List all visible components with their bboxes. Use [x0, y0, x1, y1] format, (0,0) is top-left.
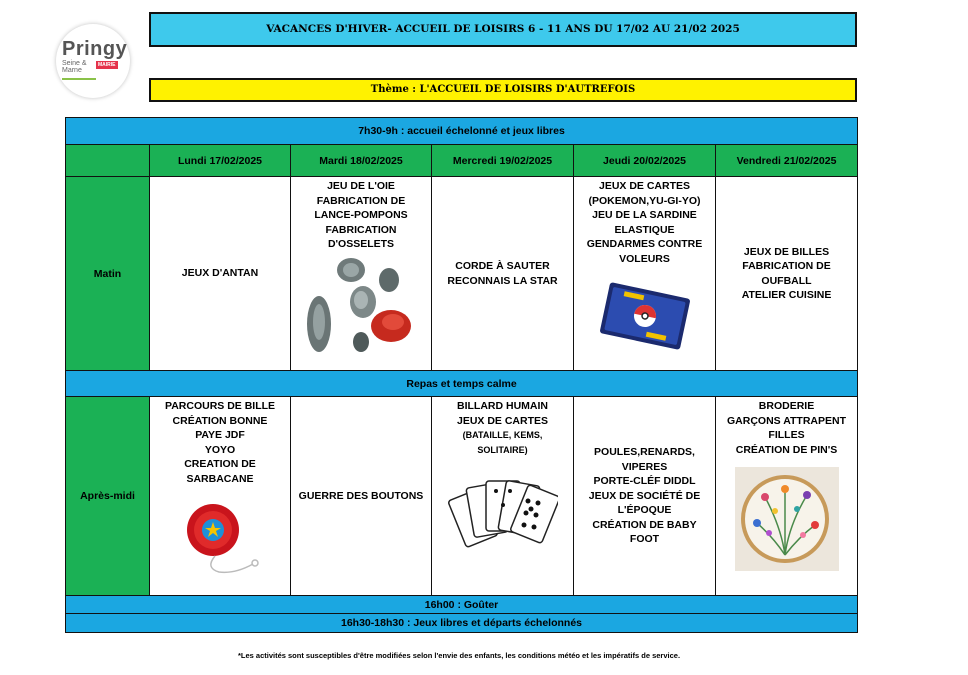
activity-line: VOLEURS: [619, 252, 670, 265]
activity-cell-thu-afternoon: [574, 397, 716, 596]
activity-line: JEU DE L'OIE: [327, 180, 395, 192]
day-header-tuesday: Mardi 18/02/2025: [291, 145, 432, 177]
activity-line: POULES,RENARDS,: [594, 446, 695, 459]
activity-line: ATELIER CUISINE: [741, 289, 832, 301]
activity-line: ELASTIQUE: [614, 223, 675, 236]
embroidery-image: [735, 467, 839, 571]
activity-cell-tue-morning: [291, 177, 432, 371]
footnote: *Les activités sont susceptibles d'être modifiées selon l'envie des enfants, les conditions météo et les impératifs de service.: [237, 651, 681, 660]
activity-line: (BATAILLE, KEMS,: [462, 430, 543, 440]
activity-line: JEUX DE BILLES: [743, 245, 830, 258]
slot-label-morning: Matin: [66, 177, 150, 371]
activity-line: (POKEMON,YU-GI-YO): [588, 194, 701, 207]
activity-line: JEUX D'ANTAN: [181, 267, 259, 280]
knucklebones-image: [301, 252, 421, 362]
day-header-friday: Vendredi 21/02/2025: [716, 145, 858, 177]
activity-cell-fri-morning: [716, 177, 858, 371]
activity-line: FABRICATION DE: [316, 194, 406, 207]
activity-cell-wed-afternoon: [432, 397, 574, 596]
activity-cell-mon-afternoon: [150, 397, 291, 596]
logo-badge: MAIRIE: [98, 62, 116, 68]
theme-banner: Thème : L'ACCUEIL DE LOISIRS D'AUTREFOIS: [149, 78, 857, 102]
lunch-band: Repas et temps calme: [66, 371, 858, 397]
activity-line: CRÉATION DE PIN'S: [735, 443, 838, 456]
activity-line: RECONNAIS LA STAR: [447, 274, 558, 287]
day-header-wednesday: Mercredi 19/02/2025: [432, 145, 574, 177]
activity-line: VIPERES: [621, 460, 668, 473]
activity-line: SOLITAIRE): [477, 444, 528, 455]
evening-band: 16h30-18h30 : Jeux libres et départs échelonnés: [66, 614, 858, 633]
activity-line: BILLARD HUMAIN: [457, 400, 548, 412]
activity-cell-fri-afternoon: [716, 397, 858, 596]
page-title: VACANCES D'HIVER- ACCUEIL DE LOISIRS 6 - 11 ANS DU 17/02 AU 21/02 2025: [149, 12, 857, 47]
activity-line: JEU DE LA SARDINE: [592, 209, 697, 221]
activity-line: CRÉATION DE BABY: [592, 518, 697, 531]
activity-line: JEUX DE CARTES: [598, 180, 691, 192]
activity-line: L'ÉPOQUE: [617, 504, 672, 517]
activity-line: JEUX DE SOCIÉTÉ DE: [588, 489, 701, 502]
activity-cell-thu-morning: [574, 177, 716, 371]
morning-arrival-band: 7h30-9h : accueil échelonné et jeux libres: [66, 118, 858, 145]
activity-line: OUFBALL: [761, 274, 812, 287]
activity-line: FOOT: [629, 533, 660, 546]
activity-cell-wed-morning: [432, 177, 574, 371]
logo-subtitle: Seine & Marne: [62, 60, 87, 74]
activity-line: GENDARMES CONTRE: [586, 238, 703, 250]
logo-underline: [62, 78, 96, 80]
playing-cards-image: [448, 471, 558, 561]
pringy-logo: [56, 24, 130, 98]
activity-line: CREATION DE: [184, 458, 256, 470]
activity-line: PORTE-CLÉF DIDDL: [593, 475, 696, 488]
activity-line: GUERRE DES BOUTONS: [298, 489, 424, 502]
activity-schedule: [65, 117, 858, 633]
activity-cell-tue-afternoon: [291, 397, 432, 596]
activity-line: D'OSSELETS: [327, 238, 395, 250]
snack-band: 16h00 : Goûter: [66, 596, 858, 614]
activity-line: FABRICATION: [325, 223, 397, 236]
pokemon-cards-image: [590, 276, 700, 356]
activity-line: CORDE À SAUTER: [455, 260, 550, 272]
activity-line: BRODERIE: [758, 400, 815, 412]
logo-name: Pringy: [62, 38, 128, 60]
activity-line: PAYE JDF: [195, 429, 245, 441]
activity-line: JEUX DE CARTES: [456, 414, 549, 427]
activity-line: GARÇONS ATTRAPENT: [727, 414, 847, 427]
header-corner: [66, 145, 150, 177]
activity-line: CRÉATION BONNE: [172, 414, 268, 427]
activity-line: LANCE-POMPONS: [314, 209, 408, 221]
day-header-monday: Lundi 17/02/2025: [150, 145, 291, 177]
activity-line: FILLES: [768, 429, 805, 441]
yoyo-image: [175, 494, 265, 584]
day-header-thursday: Jeudi 20/02/2025: [574, 145, 716, 177]
activity-line: PARCOURS DE BILLE: [164, 400, 276, 412]
activity-line: SARBACANE: [186, 472, 254, 485]
activity-cell-mon-morning: [150, 177, 291, 371]
slot-label-afternoon: Après-midi: [66, 397, 150, 596]
activity-line: FABRICATION DE: [742, 260, 831, 272]
activity-line: YOYO: [204, 443, 236, 456]
